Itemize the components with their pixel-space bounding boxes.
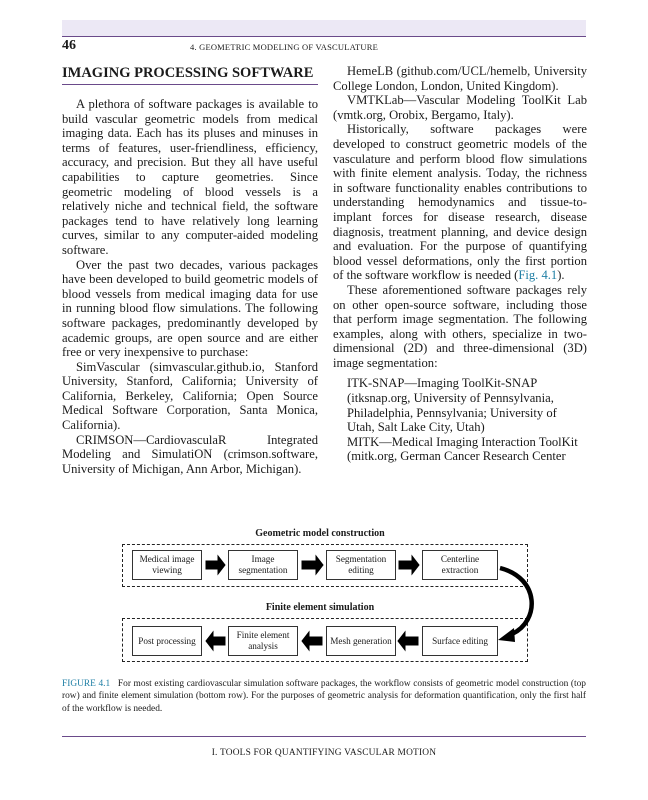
workflow-box: Medical image viewing: [132, 550, 202, 580]
paragraph: These aforementioned software packages rely on other open-source software, including those that perform image segmentation. The following examples, along with others, specialize in two-dimensional (2D) and three-dimensional (3D) image segmentation:: [333, 282, 587, 370]
page-number: 46: [62, 38, 76, 53]
header-rule: [62, 36, 586, 37]
workflow-box: Surface editing: [422, 626, 498, 656]
workflow-arrows: [100, 526, 540, 666]
paragraph: VMTKLab—Vascular Modeling ToolKit Lab (vmtk.org, Orobix, Bergamo, Italy).: [333, 93, 587, 122]
figure-id: FIGURE 4.1: [62, 679, 111, 689]
workflow-figure: [100, 526, 540, 666]
workflow-box: Segmentation editing: [326, 550, 396, 580]
workflow-box: Finite element analysis: [228, 626, 298, 656]
workflow-box: Post processing: [132, 626, 202, 656]
running-footer: I. TOOLS FOR QUANTIFYING VASCULAR MOTION: [211, 748, 437, 758]
curved-connector-arrowhead-icon: [498, 628, 515, 642]
left-column: [62, 64, 318, 476]
right-arrow-icon: [302, 556, 323, 574]
paragraph: SimVascular (simvascular.github.io, Stanford University, Stanford, California; University of California, Berkeley, California; Open Source Medical Software Corporation, Santa Monica, California).: [62, 359, 318, 433]
figure-caption: [62, 678, 586, 715]
paragraph: A plethora of software packages is available to build vascular geometric models from medical imaging data. Each has its pluses and minuses in terms of features, user-friendliness, efficiency, accuracy, and precision. But they all have useful capabilities to capture geometries. Since geometric modeling of blood vessels is a relatively niche and technical field, the software packages tend to have relatively long learning curves, similar to any computer-aided modeling software.: [62, 97, 318, 257]
section-title: IMAGING PROCESSING SOFTWARE: [62, 65, 314, 81]
right-column: [333, 64, 587, 464]
bottom-stage-label: Finite element simulation: [265, 602, 375, 613]
segmentation-software-list: [333, 376, 587, 464]
curved-connector-arrow: [500, 568, 532, 634]
paragraph: [333, 122, 587, 283]
running-head: 4. GEOMETRIC MODELING OF VASCULATURE: [190, 42, 378, 52]
paragraph: Over the past two decades, various packages have been developed to build geometric models of blood vessels from medical imaging data for use in running blood flow simulations. The following software packages, predominantly developed by academic groups, are open source and are either free or very inexpensive to purchase:: [62, 257, 318, 360]
list-item: ITK-SNAP—Imaging ToolKit-SNAP (itksnap.org, University of Pennsylvania, Philadelphia, Pennsylvania; University of Utah, Salt Lake City, Utah): [347, 376, 557, 435]
top-stage-label: Geometric model construction: [255, 528, 385, 539]
left-arrow-icon: [398, 632, 418, 650]
caption-text: For most existing cardiovascular simulation software packages, the workflow consists of geometric model construction (top row) and finite element simulation (bottom row). For the purposes of geometric analysis for deformation quantification, only the first half of the workflow is needed.: [62, 679, 586, 714]
workflow-box: Image segmentation: [228, 550, 298, 580]
footer-rule: [62, 736, 586, 737]
right-arrow-icon: [399, 556, 419, 574]
workflow-box: Centerline extraction: [422, 550, 498, 580]
workflow-box: Mesh generation: [326, 626, 396, 656]
header-band: [62, 20, 586, 36]
paragraph-text: Historically, software packages were developed to construct geometric models of the vasculature and perform blood flow simulations with finite element analysis. Today, the richness in software functionality enables contributions to understanding hemodynamics and tissue-to-implant forces for disease research, disease diagnosis, treatment planning, and device design and evaluation. For the purpose of quantifying blood vessel deformations, only the first portion of the software workflow is needed (: [333, 122, 587, 283]
paragraph-text: ).: [557, 268, 565, 283]
list-item: MITK—Medical Imaging Interaction ToolKit (mitk.org, German Cancer Research Center: [347, 434, 578, 464]
left-arrow-icon: [206, 632, 225, 650]
right-arrow-icon: [206, 556, 225, 574]
figure-reference-link[interactable]: Fig. 4.1: [518, 268, 558, 283]
section-title-rule: [62, 84, 318, 85]
paragraph: CRIMSON—CardiovasculaR Integrated Modeling and SimulatiON (crimson.software, University of Michigan, Ann Arbor, Michigan).: [62, 432, 318, 476]
left-arrow-icon: [302, 632, 322, 650]
paragraph: HemeLB (github.com/UCL/hemelb, University College London, London, United Kingdom).: [333, 64, 587, 93]
